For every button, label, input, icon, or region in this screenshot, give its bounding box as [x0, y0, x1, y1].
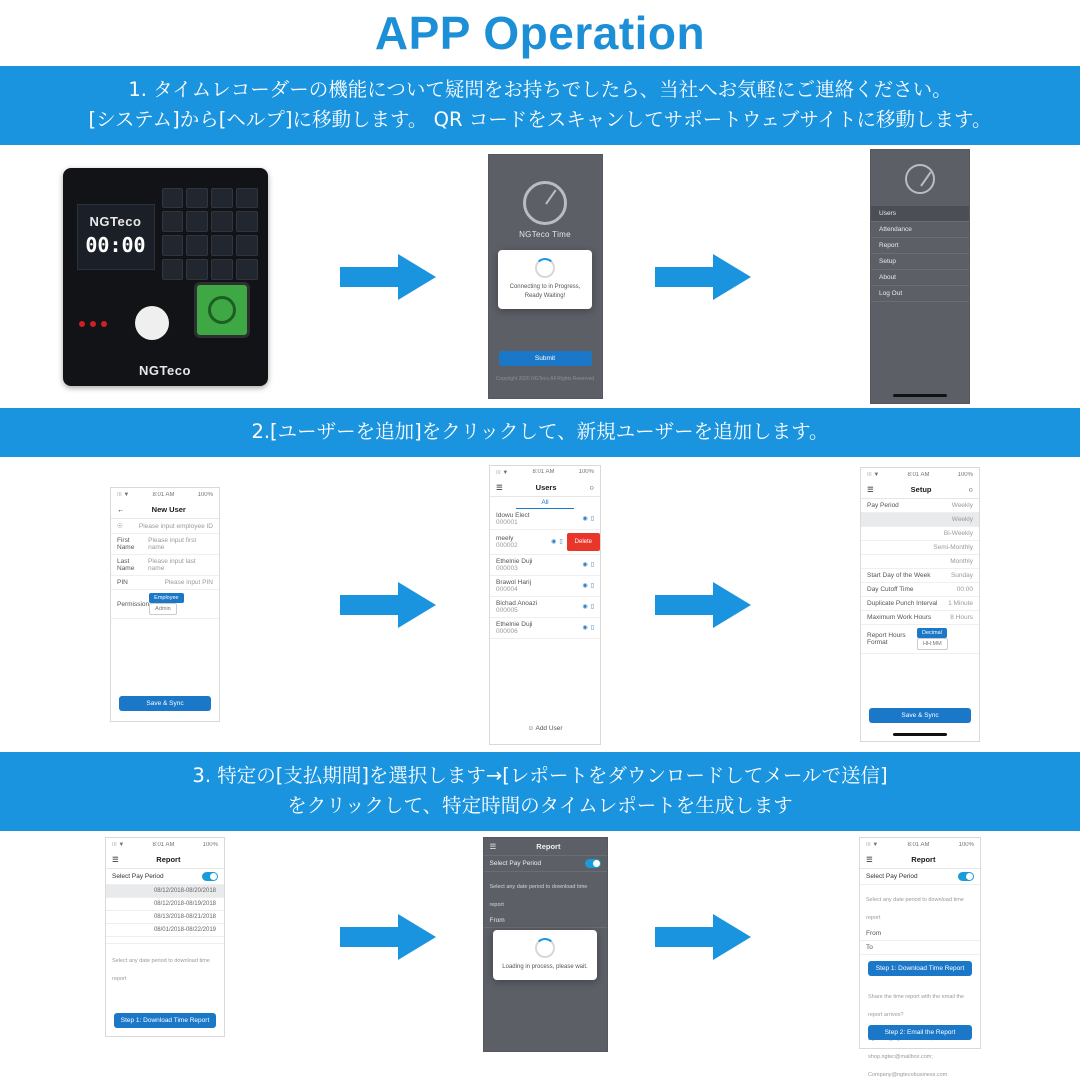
screen-title: Users	[535, 482, 557, 492]
list-item[interactable]	[490, 618, 600, 639]
list-item[interactable]	[490, 597, 600, 618]
period-option-monthly[interactable]: Monthly	[861, 555, 979, 569]
screen-title: Report	[911, 855, 936, 864]
list-item[interactable]	[490, 509, 600, 530]
loading-spinner-icon	[535, 938, 555, 958]
status-bar-left: ∶∶∶ ▼	[117, 492, 130, 498]
fingerprint-sensor-icon[interactable]	[194, 282, 250, 338]
page-title: APP Operation	[374, 7, 706, 59]
status-bar-left: ∶∶∶ ▼	[866, 842, 879, 848]
login-screen-cell	[445, 154, 645, 399]
first-name-field[interactable]	[111, 534, 219, 555]
arrow-right-icon	[340, 914, 436, 960]
permission-field[interactable]	[111, 590, 219, 619]
status-bar-left: ∶∶∶ ▼	[496, 469, 509, 476]
menu-item-attendance[interactable]: Attendance	[871, 222, 969, 238]
select-pay-period-label: Select Pay Period	[866, 873, 918, 880]
device-screen-logo: NGTeco	[89, 213, 142, 229]
keypad-key[interactable]	[236, 211, 258, 232]
status-bar-time: 8:01 AM	[152, 491, 175, 498]
from-label: From	[866, 930, 882, 937]
setting-row-day-cutoff[interactable]: Day Cutoff Time 00:00	[861, 583, 979, 597]
step-3-line-2: をクリックして、特定時間のタイムレポートを生成します	[287, 794, 793, 817]
user-name: Ethelnie Duji	[496, 620, 533, 628]
download-time-report-button[interactable]: Step 1: Download Time Report	[114, 1013, 216, 1028]
phone-setup-screen	[860, 467, 980, 742]
arrow-cell	[330, 582, 445, 628]
pay-period-toggle[interactable]	[202, 872, 218, 881]
step-2-line-1: 2.[ユーザーを追加]をクリックして、新規ユーザーを追加します。	[251, 420, 829, 443]
employee-id-field[interactable]	[111, 519, 219, 534]
add-user-label: Add User	[535, 724, 563, 732]
permission-option-admin[interactable]: Admin	[149, 603, 177, 615]
pay-period-option[interactable]: 08/01/2018-08/22/2019	[106, 924, 224, 937]
fingerprint-icon[interactable]: ◉	[582, 583, 588, 589]
card-icon[interactable]: ▯	[590, 516, 594, 522]
from-label: From	[489, 917, 505, 924]
search-icon[interactable]: ○	[589, 482, 594, 492]
phone-new-user-screen	[110, 487, 220, 722]
user-name: Brawol Harij	[496, 578, 532, 586]
pin-field[interactable]	[111, 576, 219, 590]
hamburger-menu-icon[interactable]: ☰	[496, 482, 503, 492]
keypad-key[interactable]	[211, 211, 233, 232]
permission-label: Permission	[117, 600, 150, 608]
permission-option-employee[interactable]: Employee	[149, 593, 183, 603]
time-recorder-device-cell	[0, 168, 330, 386]
phone-menu-screen	[870, 149, 970, 404]
phone-report-select-screen	[105, 837, 225, 1037]
arrow-cell	[645, 254, 760, 300]
status-bar-time: 8:01 AM	[907, 471, 930, 478]
phone-report-email-screen	[859, 837, 981, 1078]
setup-screen-cell	[760, 467, 1080, 742]
pay-period-toggle[interactable]	[585, 859, 601, 868]
keypad-key[interactable]	[186, 259, 208, 280]
step-3-instruction-bar	[0, 752, 1080, 831]
phone-login-screen	[488, 154, 603, 399]
users-screen-cell	[445, 465, 645, 745]
home-indicator	[893, 733, 947, 736]
report-format-options[interactable]	[917, 628, 973, 650]
employee-id-placeholder: Please input employee ID	[138, 522, 213, 530]
menu-item-setup[interactable]: Setup	[871, 254, 969, 270]
home-indicator	[893, 394, 947, 397]
hamburger-menu-icon[interactable]: ☰	[489, 842, 497, 851]
share-note: Share the time report with the email the report arrives?	[868, 994, 964, 1018]
card-icon[interactable]: ▯	[590, 604, 594, 610]
menu-item-users[interactable]: Users	[871, 206, 969, 222]
keypad-key[interactable]	[162, 235, 184, 256]
app-bar	[861, 481, 979, 499]
status-bar-left: ∶∶∶ ▼	[867, 472, 880, 478]
pay-period-value: Weekly	[951, 502, 973, 509]
status-bar-time: 8:01 AM	[907, 841, 930, 848]
status-bar-battery: 100%	[197, 491, 213, 498]
arrow-right-icon	[340, 254, 436, 300]
fingerprint-icon[interactable]: ◉	[582, 516, 588, 522]
fingerprint-icon[interactable]: ◉	[582, 562, 588, 568]
step-3-images	[0, 831, 1080, 1078]
last-name-label: Last Name	[117, 558, 135, 572]
step-3-line-1: 3. 特定の[支払期間]を選択します→[レポートをダウンロードしてメールで送信]	[192, 764, 888, 787]
setting-row-duplicate-punch[interactable]: Duplicate Punch Interval 1 Minute	[861, 597, 979, 611]
keypad-key[interactable]	[211, 259, 233, 280]
arrow-right-icon	[655, 914, 751, 960]
arrow-cell	[645, 837, 760, 1037]
report-loading-cell	[445, 837, 645, 1052]
connecting-modal-text: Connecting to in Progress, Ready Waiting!	[509, 284, 581, 299]
status-bar	[106, 838, 224, 851]
select-pay-period-label: Select Pay Period	[112, 873, 164, 880]
add-user-button[interactable]	[490, 725, 600, 732]
report-select-cell	[0, 837, 330, 1037]
save-and-sync-button[interactable]: Save & Sync	[119, 696, 211, 711]
to-label: To	[866, 944, 873, 951]
user-id: 000004	[496, 585, 518, 593]
report-hint: Select any date period to download time report	[112, 958, 210, 982]
permission-options[interactable]	[149, 593, 213, 615]
report-hint: Select any date period to download time report	[866, 897, 964, 921]
user-name: Ethelnie Duji	[496, 557, 533, 565]
first-name-placeholder: Please input first name	[148, 537, 197, 551]
card-icon[interactable]: ▯	[590, 625, 594, 631]
status-bar-battery: 100%	[958, 841, 974, 848]
period-option-weekly[interactable]: Weekly	[861, 513, 979, 527]
screen-title: Setup	[910, 485, 932, 494]
arrow-right-icon	[655, 582, 751, 628]
pay-period-label: Pay Period	[867, 502, 899, 509]
keypad-key[interactable]	[236, 259, 258, 280]
report-email-cell	[760, 837, 1080, 1078]
step-1-instruction-bar	[0, 66, 1080, 145]
format-option-decimal[interactable]: Decimal	[917, 628, 947, 638]
arrow-cell	[330, 837, 445, 1037]
fingerprint-icon[interactable]: ◉	[582, 604, 588, 610]
back-arrow-icon[interactable]: ←	[117, 505, 125, 514]
status-bar	[860, 838, 980, 851]
fingerprint-icon[interactable]: ◉	[551, 539, 557, 545]
status-bar-time: 8:01 AM	[532, 469, 555, 475]
select-pay-period-row[interactable]	[860, 869, 980, 885]
arrow-cell	[330, 254, 445, 300]
keypad-key[interactable]	[162, 259, 184, 280]
device-keypad[interactable]	[162, 188, 258, 280]
pay-period-row[interactable]	[861, 499, 979, 513]
user-id: 000003	[496, 564, 518, 572]
select-pay-period-label: Select Pay Period	[489, 860, 542, 867]
app-bar	[484, 838, 607, 856]
keypad-key[interactable]	[236, 188, 258, 209]
to-row[interactable]	[860, 941, 980, 955]
app-bar	[490, 479, 600, 497]
add-user-icon: ☺	[527, 724, 535, 732]
arrow-cell	[645, 582, 760, 628]
phone-report-loading-screen	[483, 837, 608, 1052]
hamburger-menu-icon[interactable]: ☰	[866, 855, 873, 864]
user-id: 000006	[496, 627, 518, 635]
user-id: 000001	[496, 518, 518, 526]
app-bar	[860, 851, 980, 869]
loading-modal	[493, 930, 596, 980]
email-hint: shop.ngtec@mailbox.com; Company@ngtecobusiness.com	[868, 1054, 948, 1078]
keypad-key[interactable]	[162, 188, 184, 209]
setting-row-start-day[interactable]: Start Day of the Week Sunday	[861, 569, 979, 583]
device-brand-label: NGTeco	[139, 362, 191, 378]
keypad-key[interactable]	[236, 235, 258, 256]
keypad-key[interactable]	[211, 235, 233, 256]
device-screen	[77, 204, 155, 270]
phone-users-screen	[489, 465, 601, 745]
app-bar	[106, 851, 224, 869]
menu-item-logout[interactable]: Log Out	[871, 286, 969, 302]
first-name-label: First Name	[117, 537, 135, 551]
keypad-key[interactable]	[211, 188, 233, 209]
pay-period-option[interactable]: 08/13/2018-08/21/2018	[106, 911, 224, 924]
setting-row-report-format[interactable]: Report Hours Format Decimal HH:MM	[861, 625, 979, 654]
login-footer-note: Copyright 2020 NGTeco All Rights Reserved	[495, 376, 595, 382]
screen-title: New User	[151, 505, 186, 514]
card-icon[interactable]: ▯	[590, 583, 594, 589]
period-option-semimonthly[interactable]: Semi-Monthly	[861, 541, 979, 555]
card-icon[interactable]: ▯	[590, 562, 594, 568]
app-logo-icon	[523, 181, 567, 225]
menu-item-about[interactable]: About	[871, 270, 969, 286]
select-pay-period-row[interactable]	[106, 869, 224, 885]
user-id: 000005	[496, 606, 518, 614]
status-bar-left: ∶∶∶ ▼	[112, 842, 125, 848]
last-name-placeholder: Please input last name	[148, 558, 196, 572]
loading-modal-text: Loading in process, please wait.	[502, 964, 588, 970]
keypad-key[interactable]	[186, 235, 208, 256]
format-option-hhmm[interactable]: HH:MM	[917, 638, 948, 650]
status-bar-battery: 100%	[578, 469, 594, 475]
time-recorder-device	[63, 168, 268, 386]
step-1-line-1: 1. タイムレコーダーの機能について疑問をお持ちでしたら、当社へお気軽にご連絡ください。	[128, 78, 952, 101]
card-icon[interactable]: ▯	[559, 539, 563, 545]
menu-item-report[interactable]: Report	[871, 238, 969, 254]
submit-button[interactable]: Submit	[499, 351, 592, 366]
report-hint: Select any date period to download time report	[489, 884, 588, 908]
menu-screen-cell	[760, 149, 1080, 404]
hamburger-menu-icon[interactable]: ☰	[112, 855, 119, 864]
from-row[interactable]	[860, 927, 980, 941]
tab-all[interactable]: All	[516, 497, 574, 509]
step-1-line-2: [システム]から[ヘルプ]に移動します。 QR コードをスキャンしてサポートウェブサイトに移動します。	[88, 108, 992, 131]
search-icon[interactable]: ○	[968, 485, 973, 494]
screen-title: Report	[536, 842, 561, 851]
user-icon: ☉	[117, 523, 123, 530]
keypad-key[interactable]	[186, 211, 208, 232]
device-power-button[interactable]	[135, 306, 169, 340]
device-clock: 00:00	[85, 232, 146, 257]
user-name: meely	[496, 534, 514, 542]
pay-period-option[interactable]: 08/12/2018-08/20/2018	[106, 885, 224, 898]
list-item[interactable]	[490, 576, 600, 597]
arrow-right-icon	[655, 254, 751, 300]
user-id: 000002	[496, 541, 518, 549]
fingerprint-icon[interactable]: ◉	[582, 625, 588, 631]
step-1-images	[0, 145, 1080, 408]
status-bar	[111, 488, 219, 501]
status-bar-time: 8:01 AM	[152, 841, 175, 848]
pin-placeholder: Please input PIN	[164, 579, 213, 586]
email-report-button[interactable]: Step 2: Email the Report	[868, 1025, 972, 1040]
keypad-key[interactable]	[186, 188, 208, 209]
list-item-swiped[interactable]	[490, 530, 600, 555]
step-2-images	[0, 457, 1080, 752]
last-name-field[interactable]	[111, 555, 219, 576]
status-bar	[490, 466, 600, 479]
app-logo-icon	[905, 164, 935, 194]
status-bar	[861, 468, 979, 481]
loading-spinner-icon	[535, 258, 555, 278]
keypad-key[interactable]	[162, 211, 184, 232]
app-bar	[111, 501, 219, 519]
user-name: Bichad Anoazi	[496, 599, 538, 607]
hamburger-menu-icon[interactable]: ☰	[867, 485, 874, 494]
app-name-label: NGTeco Time	[519, 230, 571, 239]
user-name: Idowu Elect	[496, 511, 530, 519]
device-indicator-leds	[79, 314, 123, 336]
pay-period-toggle[interactable]	[958, 872, 974, 881]
period-option-biweekly[interactable]: Bi-Weekly	[861, 527, 979, 541]
from-row[interactable]	[484, 914, 607, 928]
select-pay-period-row[interactable]	[484, 856, 607, 872]
pin-label: PIN	[117, 579, 128, 586]
list-item[interactable]	[490, 555, 600, 576]
setting-row-max-hours[interactable]: Maximum Work Hours 8 Hours	[861, 611, 979, 625]
status-bar-battery: 100%	[957, 471, 973, 478]
screen-title: Report	[156, 855, 181, 864]
new-user-screen-cell	[0, 487, 330, 722]
save-and-sync-button[interactable]: Save & Sync	[869, 708, 971, 723]
connecting-modal	[498, 250, 593, 309]
download-time-report-button[interactable]: Step 1: Download Time Report	[868, 961, 972, 976]
delete-button[interactable]: Delete	[567, 533, 600, 551]
arrow-right-icon	[340, 582, 436, 628]
pay-period-option[interactable]: 08/12/2018-08/19/2018	[106, 898, 224, 911]
status-bar-battery: 100%	[202, 841, 218, 848]
step-2-instruction-bar	[0, 408, 1080, 457]
